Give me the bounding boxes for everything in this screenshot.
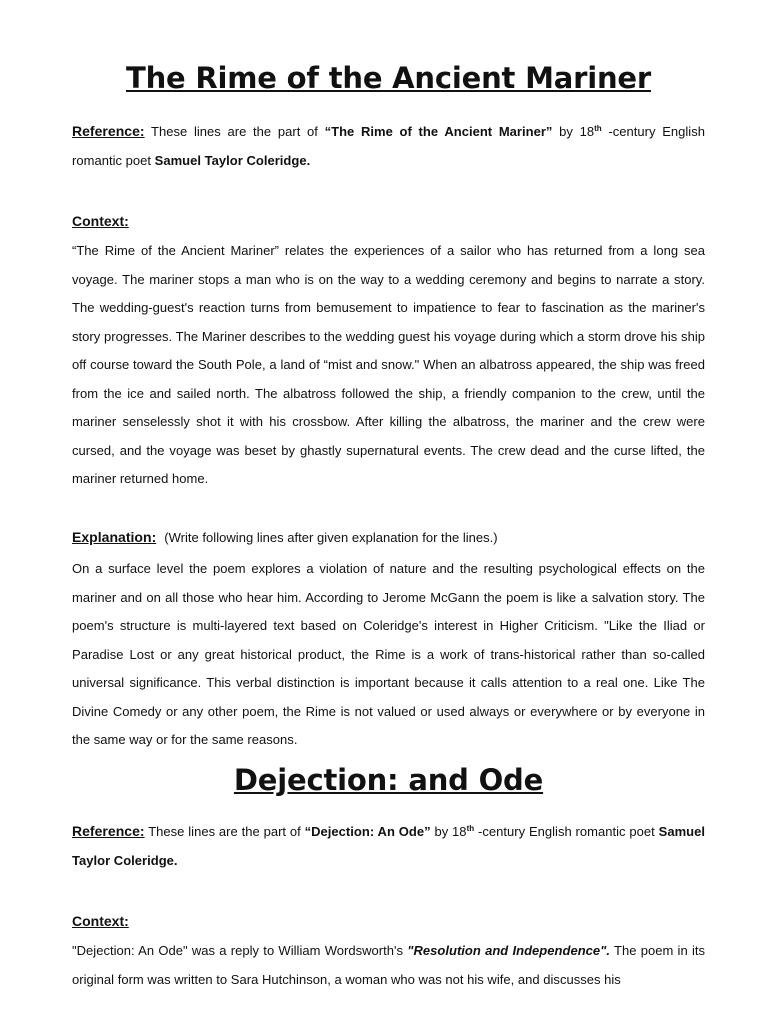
section2-reference-text-b: by 18 xyxy=(430,824,467,839)
section2-reference-sup: th xyxy=(466,824,475,833)
section1-context-text: “The Rime of the Ancient Mariner” relates the experiences of a sailor who has returned from a long sea voyage. The mariner stops a man who is on the way to a wedding ceremony and begins to narrate a story. The wedding-guest's reaction turns from bemusement to impatience to fear to fascination as the mariner's story progresses. The Mariner describes to the wedding guest his voyage during which a storm drove his ship off course toward the South Pole, a land of “mist and snow." When an albatross appeared, the ship was freed from the ice and sailed north. The albatross followed the ship, a friendly companion to the crew, until the mariner senselessly shot it with his crossbow. After killing the albatross, the mariner and the crew were cursed, and the voyage was beset by ghastly supernatural events. The crew dead and the curse lifted, the mariner returned home. xyxy=(72,243,705,486)
section2-title: Dejection: and Ode xyxy=(233,763,544,797)
section2-context-text-b: The poem in its original form was written to Sara Hutchinson, a woman who was not his wife, and discusses his xyxy=(72,943,706,987)
section2-reference xyxy=(72,817,705,875)
section1-reference-text-c: -century English romantic poet xyxy=(72,124,705,168)
section1-reference-sup: th xyxy=(594,124,602,133)
section2-reference-poet: Samuel Taylor Coleridge. xyxy=(72,824,705,868)
section2-reference-poem: “Dejection: An Ode” xyxy=(304,824,431,839)
section1-explanation-note: (Write following lines after given explanation for the lines.) xyxy=(164,530,498,545)
section1-explanation-line xyxy=(72,523,705,553)
section1-context-heading: Context: xyxy=(72,213,129,229)
section1-reference-poet: Samuel Taylor Coleridge. xyxy=(154,152,311,168)
section1-reference-text-b: by 18 xyxy=(552,124,595,139)
section2-reference-text-a: These lines are the part of xyxy=(148,824,305,839)
section1-reference-poem: “The Rime of the Ancient Mariner” xyxy=(324,124,553,139)
section1-reference-label: Reference: xyxy=(72,123,145,139)
section2-reference-label: Reference: xyxy=(72,823,145,839)
section1-explanation-text: On a surface level the poem explores a violation of nature and the resulting psychological effects on the mariner and on all those who hear him. According to Jerome McGann the poem is like a salvation story. The poem's structure is multi-layered text based on Coleridge's interest in Higher Criticism. "Like the Iliad or Paradise Lost or any great historical product, the Rime is a work of trans-historical rather than so-called universal significance. This verbal distinction is important because it calls attention to a real one. Like The Divine Comedy or any other poem, the Rime is not valued or used always or everywhere or by everyone in the same way or for the same reasons. xyxy=(72,561,705,747)
section2-context-text-a: "Dejection: An Ode" was a reply to William Wordsworth's xyxy=(72,943,408,958)
section1-title: The Rime of the Ancient Mariner xyxy=(126,61,651,95)
section2-context-heading: Context: xyxy=(72,913,129,929)
section2-context-emphasis: "Resolution and Independence". xyxy=(407,943,610,958)
section1-explanation-label: Explanation: xyxy=(72,529,157,545)
section1-reference-text-a: These lines are the part of xyxy=(151,124,325,139)
section2-reference-text-c: -century English romantic poet xyxy=(474,824,659,839)
section1-reference xyxy=(72,117,705,175)
section2-context-text xyxy=(72,937,705,994)
